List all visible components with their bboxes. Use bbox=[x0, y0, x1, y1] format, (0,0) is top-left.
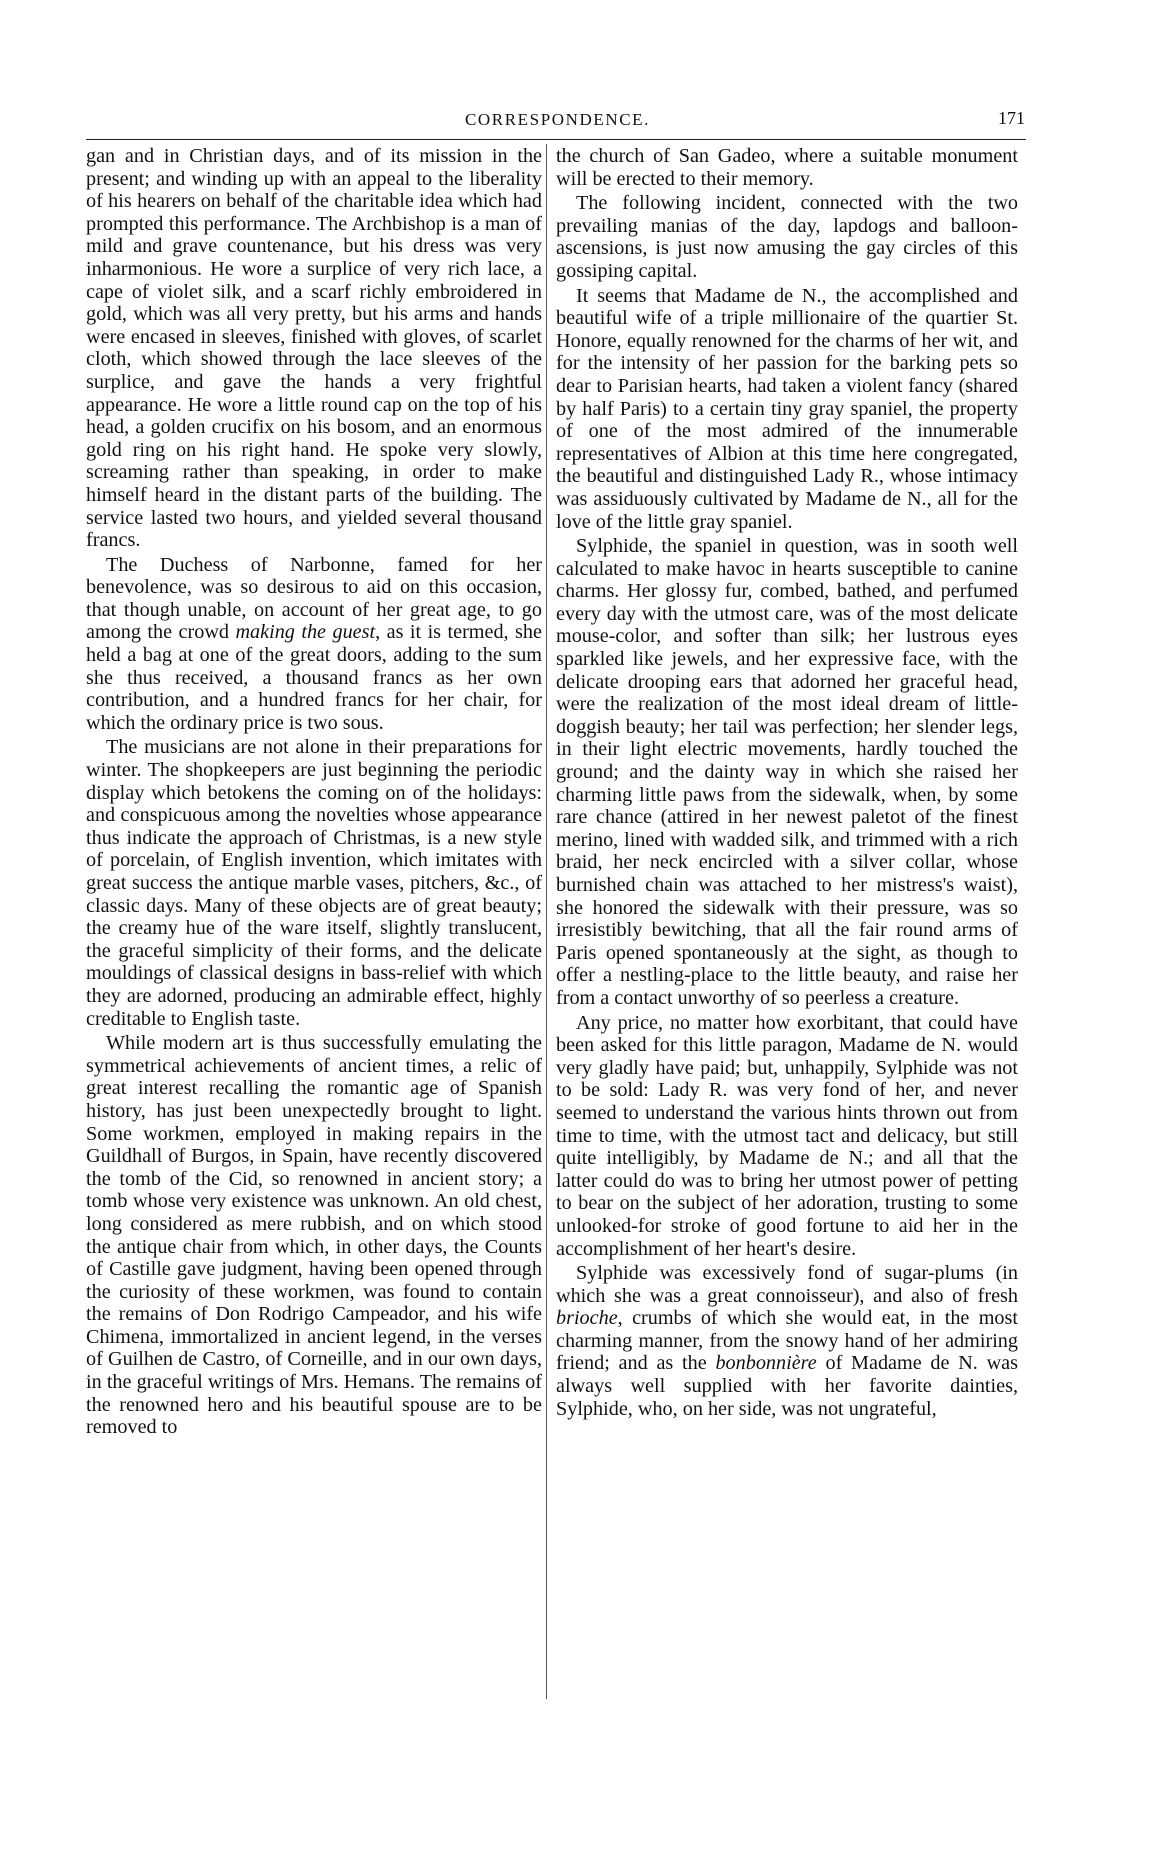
paragraph: While modern art is thus successfully emulating the symmetrical achievements of ancient times, a relic of great interest recalling the romantic age of Spanish history, has just been unexpectedly brought to light. Some workmen, employed in making repairs in the Guildhall of Burgos, in Spain, have recently discovered the tomb of the Cid, so renowned in ancient story; a tomb whose very existence was unknown. An old chest, long considered as mere rubbish, and on which stood the antique chair from which, in other days, the Counts of Castille gave judgment, having been opened through the curiosity of these workmen, was found to contain the remains of Don Rodrigo Campeador, and his wife Chimena, immortalized in ancient legend, in the verses of Guilhen de Castro, of Corneille, and in our own days, in the graceful writings of Mrs. Hemans. The remains of the renowned hero and his beautiful spouse are to be removed to bbox=[86, 1032, 542, 1439]
left-column bbox=[86, 145, 542, 1439]
paragraph-text: , crumbs of which she would eat, in the most charming manner, from the snowy hand of her admiring friend; and as the bbox=[556, 1307, 1018, 1375]
italic-phrase: making the guest bbox=[235, 621, 376, 644]
paragraph: The musicians are not alone in their preparations for winter. The shopkeepers are just beginning the periodic display which betokens the coming on of the holidays: and conspicuous among the novelties whose appearance thus indicate the approach of Christmas, is a new style of porcelain, of English invention, which imitates with great success the antique marble vases, pitchers, &c., of classic days. Many of these objects are of great beauty; the creamy hue of the ware itself, slightly translucent, the graceful simplicity of their forms, and the delicate mouldings of classical designs in bass-relief with which they are adorned, producing an admirable effect, highly creditable to English taste. bbox=[86, 736, 542, 1030]
paragraph: The following incident, connected with the two prevailing manias of the day, lapdogs and balloon-ascensions, is just now amusing the gay circles of this gossiping capital. bbox=[556, 192, 1018, 282]
page-number: 171 bbox=[998, 108, 1025, 128]
paragraph-text: , as it is termed, she held a bag at one of the great doors, adding to the sum she thus received, a thousand francs as her own contribution, and a hundred francs for her chair, for which the ordinary price is two sous. bbox=[86, 621, 542, 734]
paragraph: the church of San Gadeo, where a suitable monument will be erected to their memory. bbox=[556, 145, 1018, 190]
column-divider bbox=[546, 144, 547, 1699]
paragraph: gan and in Christian days, and of its mission in the present; and winding up with an appeal to the liberality of his hearers on behalf of the charitable idea which had prompted this performance. The Archbishop is a man of mild and grave countenance, but his dress was very inharmonious. He wore a surplice of very rich lace, a cape of violet silk, and a scarf richly embroidered in gold, which was all very pretty, but his arms and hands were encased in sleeves, finished with gloves, of scarlet cloth, which showed through the lace sleeves of the surplice, and gave the hands a very frightful appearance. He wore a little round cap on the top of his head, a golden crucifix on his bosom, and an enormous gold ring on his right hand. He spoke very slowly, screaming rather than speaking, in order to make himself heard in the distant parts of the building. The service lasted two hours, and yielded several thousand francs. bbox=[86, 145, 542, 552]
paragraph bbox=[556, 1262, 1018, 1420]
header-rule bbox=[86, 139, 1026, 140]
paragraph: Any price, no matter how exorbitant, that could have been asked for this little paragon, Madame de N. would very gladly have paid; but, unhappily, Sylphide was not to be sold: Lady R. was very fond of her, and never seemed to understand the various hints thrown out from time to time, with the utmost tact and delicacy, but still quite intelligibly, by Madame de N.; and all that the latter could do was to bring her utmost power of petting to bear on the subject of her adoration, trusting to some unlooked-for stroke of good fortune to aid her in the accomplishment of her heart's desire. bbox=[556, 1011, 1018, 1260]
paragraph: Sylphide, the spaniel in question, was in sooth well calculated to make havoc in hearts susceptible to canine charms. Her glossy fur, combed, bathed, and perfumed every day with the utmost care, was of the most delicate mouse-color, and softer than silk; her lustrous eyes sparkled like jewels, and her expressive face, with the delicate drooping ears that adorned her graceful head, were the realization of the most ideal dream of little-doggish beauty; her tail was perfection; her slender legs, in their light electric movements, hardly touched the ground; and the dainty way in which she raised her charming little paws from the sidewalk, when, by some rare chance (attired in her newest paletot of the finest merino, lined with wadded silk, and trimmed with a rich braid, her neck encircled with a silver collar, whose burnished chain was attached to her mistress's waist), she honored the sidewalk with their pressure, was so irresistibly bewitching, that all the fair round arms of Paris opened spontaneously at the sight, as though to offer a nestling-place to the little beauty, and raise her from a contact unworthy of so peerless a creature. bbox=[556, 535, 1018, 1009]
running-title: CORRESPONDENCE. bbox=[464, 110, 651, 129]
right-column bbox=[556, 145, 1018, 1420]
paragraph-text: Sylphide was excessively fond of sugar-plums (in which she was a great connoisseur), and also of fresh bbox=[556, 1262, 1018, 1307]
running-head bbox=[90, 106, 1025, 136]
italic-phrase: bonbonnière bbox=[715, 1352, 817, 1375]
paragraph-text: The Duchess of Narbonne, famed for her benevolence, was so desirous to aid on this occasion, that though unable, on account of her great age, to go among the crowd bbox=[86, 553, 542, 644]
paragraph-text: of Madame de N. was always well supplied with her favorite dainties, Sylphide, who, on her side, was not ungrateful, bbox=[556, 1352, 1018, 1420]
paragraph: It seems that Madame de N., the accomplished and beautiful wife of a triple millionaire of the quartier St. Honore, equally renowned for the charms of her wit, and for the intensity of her passion for the barking pets so dear to Parisian hearts, had taken a violent fancy (shared by half Paris) to a certain tiny gray spaniel, the property of one of the most admired of the innumerable representatives of Albion at this time here congregated, the beautiful and distinguished Lady R., whose intimacy was assiduously cultivated by Madame de N., all for the love of the little gray spaniel. bbox=[556, 284, 1018, 533]
italic-phrase: brioche bbox=[556, 1307, 618, 1330]
paragraph bbox=[86, 554, 542, 735]
